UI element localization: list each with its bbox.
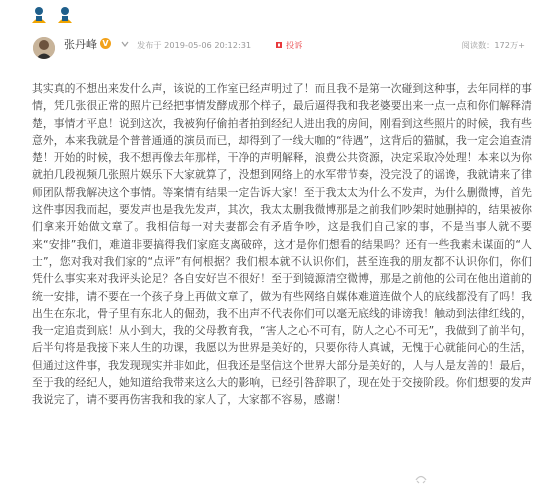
post-body: 其实真的不想出来发什么声，该说的工作室已经声明过了！而且我不是第一次碰到这种事，去年同样的事情，凭几张很正常的照片已经把事情发酵成那个样子，最后逼得我和我老婆要出来一点一点和你们解释清楚，事情才平息！说到这次，我被狗仔偷拍者拍到经纪人进出我的房间，刚看到这些照片的时候，我有些意外，本来我就是个普普通通的演员而已，却得到了一线大咖的“待遇”，这背后的猫腻，我一定会追查清楚！开始的时候，我不想再像去年那样，干净的声明解释，浪费公共资源，决定采取冷处理！本来以为你就拍几段视频几张照片娱乐下大家就算了，没想到网络上的水军带节奏，没完没了的谣谗，我就请来了律师团队帮我解决这个事情。等案情有结果一定告诉大家！至于我太太为什么不发声，为什么删微博，首先这件事因我而起，要发声也是我先发声，其次，我太太删我微博那是之前我们吵架时她删掉的，结果被你们拿来开始做文章了。我相信每一对夫妻都会有矛盾争吵，这是我们自己家的事，不是当事人就不要来“安排”我们，难道非要搞得我们家庭支离破碎，这才是你们想看的结果吗？还有一些我素未谋面的“人士”，您对我对我们家的“点评”有何根据？我们根本就不认识你们，甚至连我的朋友都不认识你们，你们凭什么事实来对我评头论足？各自安好岂不很好！至于到镜源清空微博，那是之前他的公司在他出道前的统一安排，请不要在一个孩子身上再做文章了，做为有些网络自媒体难道连做个人的底线都没有了吗！我出生在东北，骨子里有东北人的倔劲，我不出声不代表你们可以毫无底线的诽谤我！触动到法律红线的，我一定追责到底！从小到大，我的父母教育我，“害人之心不可有，防人之心不可无”，我做到了前半句，后半句将是我接下来人生的功课，我愿以为世界是美好的，只要你待人真诚，无愧于心就能问心的生活，但通过这件事，我发现现实并非如此，但我还是坚信这个世界大部分是美好的，人与人是友善的！最后，至于我的经纪人，她知道给我带来这么大的影响，已经引咎辞职了，现在处于交接阶段。你们想要的发声我说完了，请不要再伤害我和我的家人了，大家都不容易，感谢！ [32,82,532,407]
report-link[interactable] [275,40,302,50]
report-label[interactable]: 投诉 [286,40,303,50]
user-avatar-icon [57,6,73,24]
verified-badge-icon: V [100,38,111,49]
report-icon [275,41,283,49]
top-avatar-row [31,6,73,24]
post-header [33,37,529,61]
view-count: 阅读数：172万+ [461,40,525,50]
dropdown-icon[interactable] [121,40,129,48]
post-meta: 发布于 2019-05-06 20:12:31 [137,40,252,50]
avatar[interactable] [33,37,55,59]
watermark-logo-icon [413,470,429,486]
avatar-image [33,37,55,59]
author-name[interactable]: 张丹峰 [64,38,97,51]
user-avatar-icon [31,6,47,24]
